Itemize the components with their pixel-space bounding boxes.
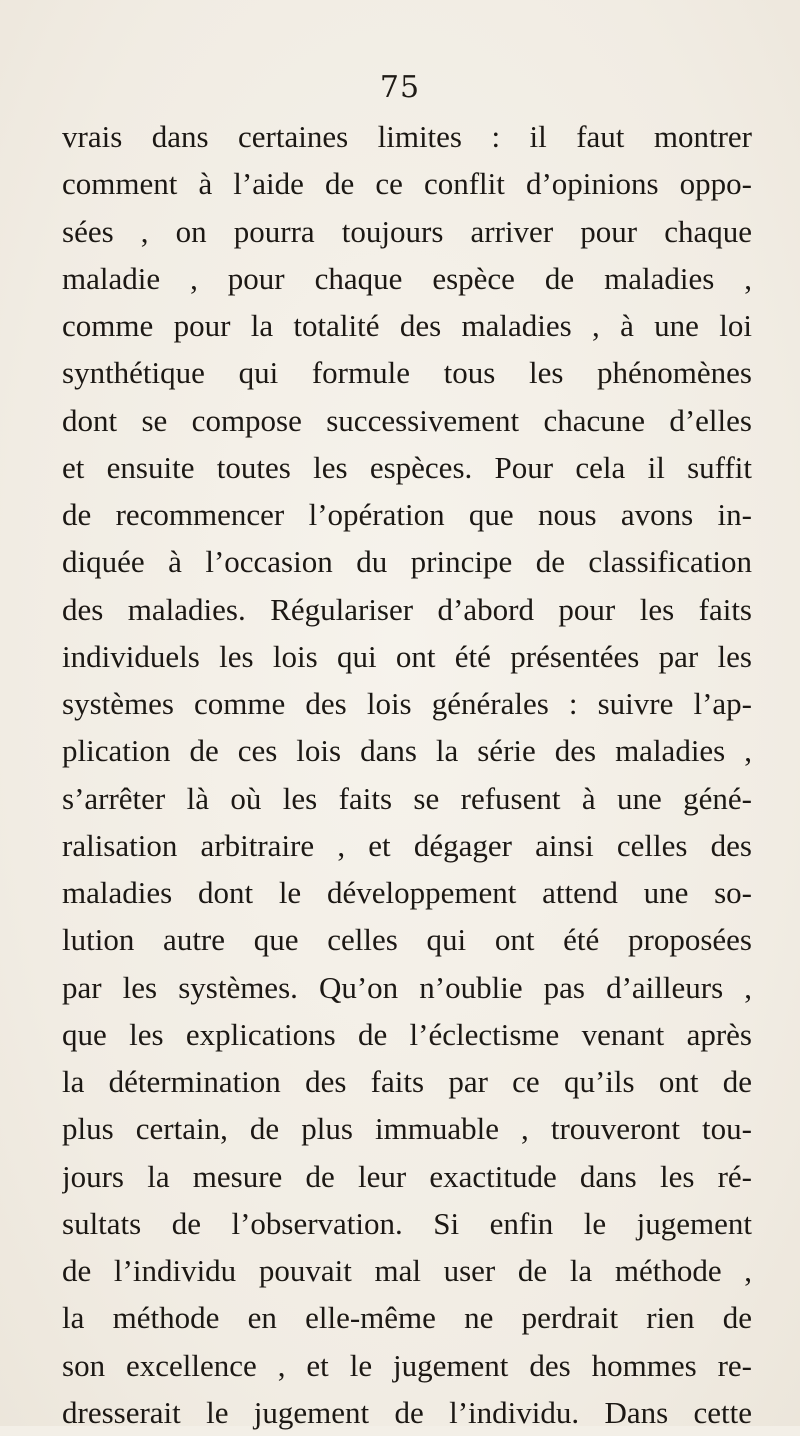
text-line: maladie , pour chaque espèce de maladies , [62,260,752,296]
text-line: comment à l’aide de ce conflit d’opinions oppo- [62,166,752,202]
text-line: diquée à l’occasion du principe de classification [62,544,752,580]
text-line: individuels les lois qui ont été présentées par les [62,638,752,674]
text-line: dresserait le jugement de l’individu. Dans cette [62,1394,752,1430]
text-line: dont se compose successivement chacune d’elles [62,402,752,438]
text-line: son excellence , et le jugement des hommes re- [62,1347,752,1383]
text-line: de l’individu pouvait mal user de la méthode , [62,1253,752,1288]
text-line: sultats de l’observation. Si enfin le jugement [62,1205,752,1241]
text-line: s’arrêter là où les faits se refusent à une géné- [62,780,752,816]
text-line: ralisation arbitraire , et dégager ainsi celles des [62,827,752,863]
text-line: vrais dans certaines limites : il faut montrer [62,119,752,154]
text-line: la détermination des faits par ce qu’ils ont de [62,1064,752,1099]
text-line: par les systèmes. Qu’on n’oublie pas d’ailleurs , [62,969,752,1005]
text-line: plus certain, de plus immuable , trouveront tou- [62,1111,752,1147]
text-line: systèmes comme des lois générales : suivre l’ap- [62,686,752,721]
text-line: que les explications de l’éclectisme venant après [62,1016,752,1052]
text-line: maladies dont le développement attend une so- [62,875,752,910]
text-line: lution autre que celles qui ont été proposées [62,922,752,958]
text-line: des maladies. Régulariser d’abord pour les faits [62,591,752,627]
text-line: de recommencer l’opération que nous avons in- [62,497,752,532]
text-line: sées , on pourra toujours arriver pour chaque [62,213,752,249]
page-number: 75 [379,70,421,105]
text-line: plication de ces lois dans la série des maladies , [62,733,752,769]
body-text [62,113,752,1436]
text-line: jours la mesure de leur exactitude dans les ré- [62,1158,752,1194]
text-line: comme pour la totalité des maladies , à une loi [62,308,752,343]
text-line: et ensuite toutes les espèces. Pour cela il suffit [62,449,752,485]
text-line: la méthode en elle-même ne perdrait rien de [62,1300,752,1336]
text-line: synthétique qui formule tous les phénomènes [62,355,752,391]
